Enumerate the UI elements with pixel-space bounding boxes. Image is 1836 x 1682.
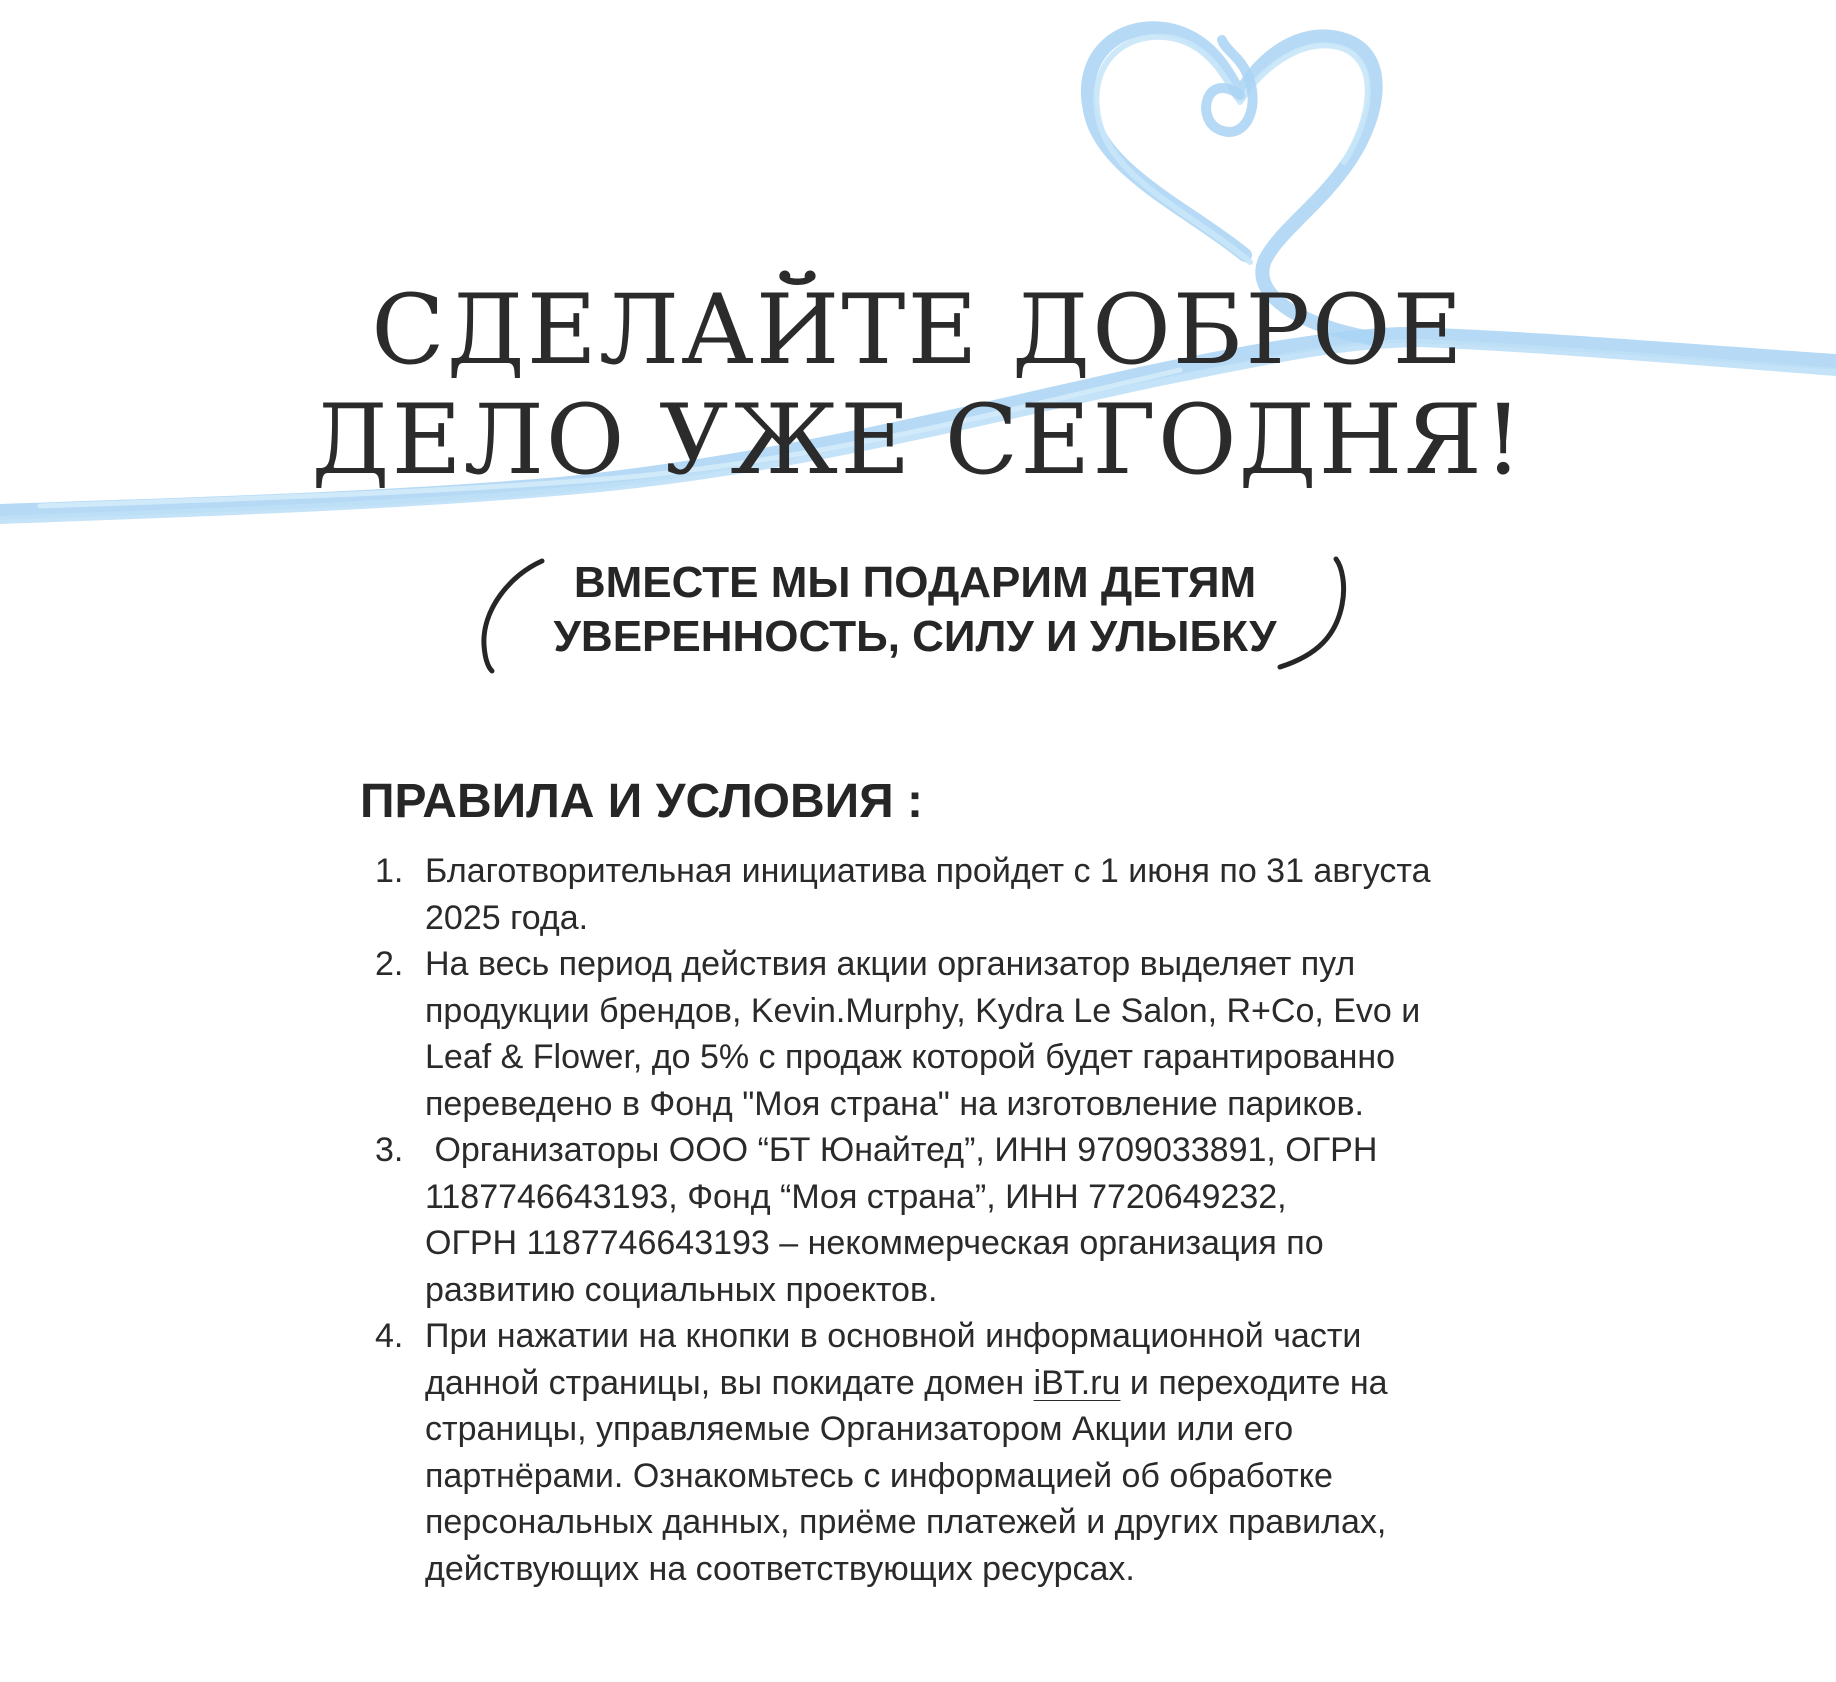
- rule-text-line: 2025 года.: [425, 898, 589, 937]
- rule-number: 2.: [375, 945, 404, 983]
- rule-item-2: [360, 941, 1480, 1127]
- rules-list: [360, 848, 1480, 1592]
- rule-number: 3.: [375, 1131, 404, 1169]
- rule-text-line: продукции брендов, Kevin.Murphy, Kydra Le Salon, R+Co, Evo и: [425, 991, 1421, 1030]
- rule-text-line: действующих на соответствующих ресурсах.: [425, 1549, 1135, 1588]
- rule-text-line: партнёрами. Ознакомьтесь с информацией об обработке: [425, 1456, 1333, 1495]
- rule-item-1: [360, 848, 1480, 941]
- rule-item-4: [360, 1313, 1480, 1592]
- headline-line-1: СДЕЛАЙТЕ ДОБРОЕ: [371, 274, 1465, 386]
- subtitle-line-2: УВЕРЕННОСТЬ, СИЛУ И УЛЫБКУ: [553, 612, 1277, 661]
- rules-title: ПРАВИЛА И УСЛОВИЯ :: [360, 775, 923, 828]
- rule-text-line: Благотворительная инициатива пройдет с 1 июня по 31 августа: [425, 852, 1431, 890]
- rule-text-line: На весь период действия акции организатор выделяет пул: [425, 945, 1356, 983]
- rule-text-line: ОГРН 1187746643193 – некоммерческая организация по: [425, 1224, 1324, 1262]
- rule-text-line-with-link: [425, 1360, 1480, 1407]
- ibt-domain-link[interactable]: iBT.ru: [1033, 1363, 1121, 1402]
- right-parenthesis-icon: [1270, 555, 1360, 675]
- rule-text-line: персональных данных, приёме платежей и других правилах,: [425, 1503, 1387, 1541]
- rule-text-line: При нажатии на кнопки в основной информационной части: [425, 1317, 1362, 1355]
- rule-text-fragment: данной страницы, вы покидате домен: [425, 1363, 1034, 1402]
- rule-number: 1.: [375, 852, 404, 890]
- rule-item-3: [360, 1127, 1480, 1313]
- rule-text-line: страницы, управляемые Организатором Акции или его: [425, 1410, 1294, 1448]
- rule-number: 4.: [375, 1317, 404, 1355]
- rule-text-fragment: и переходите на: [1120, 1363, 1388, 1402]
- rule-text-line: Leaf & Flower, до 5% с продаж которой будет гарантированно: [425, 1038, 1396, 1076]
- headline-line-2: ДЕЛО УЖЕ СЕГОДНЯ!: [311, 384, 1525, 496]
- rule-text-line: Организаторы ООО “БТ Юнайтед”, ИНН 9709033891, ОГРН: [425, 1131, 1378, 1169]
- rule-text-line: развитию социальных проектов.: [425, 1270, 938, 1309]
- subtitle-block: [470, 555, 1360, 675]
- subtitle-line-1: ВМЕСТЕ МЫ ПОДАРИМ ДЕТЯМ: [573, 558, 1257, 607]
- rule-text-line: 1187746643193, Фонд “Моя страна”, ИНН 7720649232,: [425, 1177, 1287, 1216]
- rule-text-line: переведено в Фонд "Моя страна" на изготовление париков.: [425, 1084, 1365, 1123]
